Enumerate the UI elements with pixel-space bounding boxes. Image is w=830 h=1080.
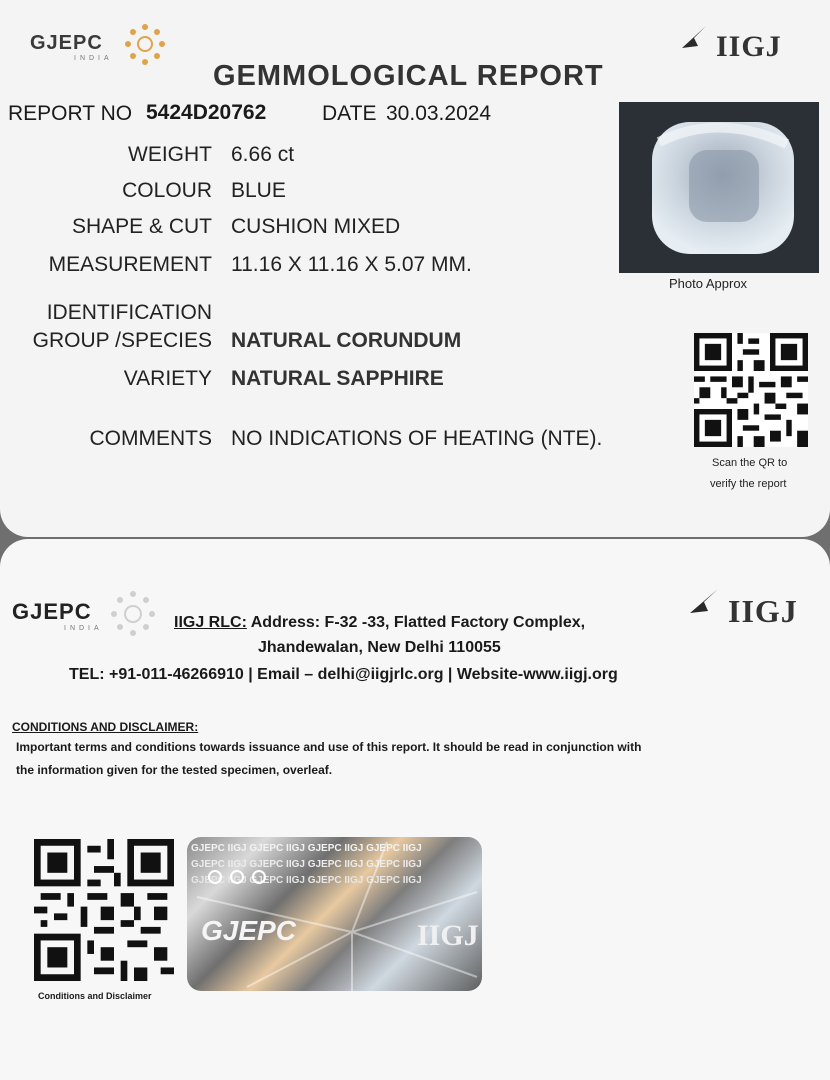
gjepc-logo-sub: INDIA <box>74 55 113 62</box>
report-no-label: REPORT NO <box>8 102 133 125</box>
conditions-qr-code[interactable] <box>34 839 174 981</box>
shape-cut-label: SHAPE & CUT <box>71 215 212 238</box>
hologram-pattern-repeat: GJEPC IIGJ GJEPC IIGJ GJEPC IIGJ GJEPC IIGJ <box>191 859 422 870</box>
weight-value: 6.66 ct <box>231 143 295 166</box>
qr-caption-line1: Scan the QR to <box>712 457 788 469</box>
group-species-value: NATURAL CORUNDUM <box>231 329 462 352</box>
weight-label: WEIGHT <box>128 143 212 166</box>
hologram-burst-icon <box>187 837 482 991</box>
report-card-back <box>0 539 830 1080</box>
back-gjepc-logo-sub: INDIA <box>64 625 103 632</box>
report-card-front <box>0 0 830 537</box>
address-block <box>174 614 585 632</box>
identification-label: IDENTIFICATION <box>46 301 212 324</box>
gem-photo <box>619 102 819 273</box>
address-label: IIGJ RLC: <box>174 614 247 631</box>
photo-caption: Photo Approx <box>669 276 748 291</box>
back-gjepc-logo-text: GJEPC <box>12 599 92 624</box>
hologram-pattern-repeat-2: GJEPC IIGJ GJEPC IIGJ GJEPC IIGJ GJEPC IIGJ <box>191 875 422 886</box>
report-title: GEMMOLOGICAL REPORT <box>213 60 604 92</box>
back-iigj-arrow-icon <box>688 587 720 615</box>
variety-value: NATURAL SAPPHIRE <box>231 367 444 390</box>
conditions-line1: Important terms and conditions towards issuance and use of this report. It should be read in conjunction with <box>16 740 642 754</box>
measurement-value: 11.16 X 11.16 X 5.07 MM. <box>231 253 472 276</box>
date-value: 30.03.2024 <box>386 102 492 125</box>
address-line1: Address: F-32 -33, Flatted Factory Complex, <box>250 614 586 631</box>
conditions-heading: CONDITIONS AND DISCLAIMER: <box>12 720 199 734</box>
back-iigj-logo-text: IIGJ <box>728 593 798 629</box>
iigj-logo-text: IIGJ <box>716 30 782 63</box>
address-line2: Jhandewalan, New Delhi 110055 <box>258 639 501 656</box>
colour-label: COLOUR <box>122 179 212 202</box>
hologram-pattern: GJEPC IIGJ GJEPC IIGJ GJEPC IIGJ GJEPC IIGJ <box>191 843 422 854</box>
comments-label: COMMENTS <box>89 427 212 450</box>
comments-value: NO INDICATIONS OF HEATING (NTE). <box>231 427 603 450</box>
group-species-label: GROUP /SPECIES <box>32 329 212 352</box>
gjepc-logo-text: GJEPC <box>30 32 103 54</box>
gem-stone-image <box>619 102 819 273</box>
back-gjepc-logo <box>12 599 103 632</box>
measurement-label: MEASUREMENT <box>48 253 212 276</box>
variety-label: VARIETY <box>123 367 212 390</box>
conditions-qr-caption: Conditions and Disclaimer <box>38 991 152 1001</box>
verify-qr-code[interactable] <box>694 333 808 447</box>
report-no-value: 5424D20762 <box>146 101 267 124</box>
date-label: DATE <box>322 102 377 125</box>
iigj-arrow-icon <box>680 24 708 50</box>
gjepc-sunburst-icon <box>122 22 168 68</box>
back-gjepc-sunburst-icon <box>108 589 158 639</box>
qr-caption-line2: verify the report <box>710 478 787 490</box>
hologram-sticker <box>187 837 482 991</box>
gjepc-logo <box>30 32 113 62</box>
contact-line: TEL: +91-011-46266910 | Email – delhi@iigjrlc.org | Website-www.iigj.org <box>69 666 618 683</box>
hologram-gjepc-text: GJEPC <box>201 915 296 946</box>
shape-cut-value: CUSHION MIXED <box>231 215 401 238</box>
colour-value: BLUE <box>231 179 286 202</box>
hologram-iigj-text: IIGJ <box>417 919 479 952</box>
conditions-line2: the information given for the tested specimen, overleaf. <box>16 763 333 777</box>
